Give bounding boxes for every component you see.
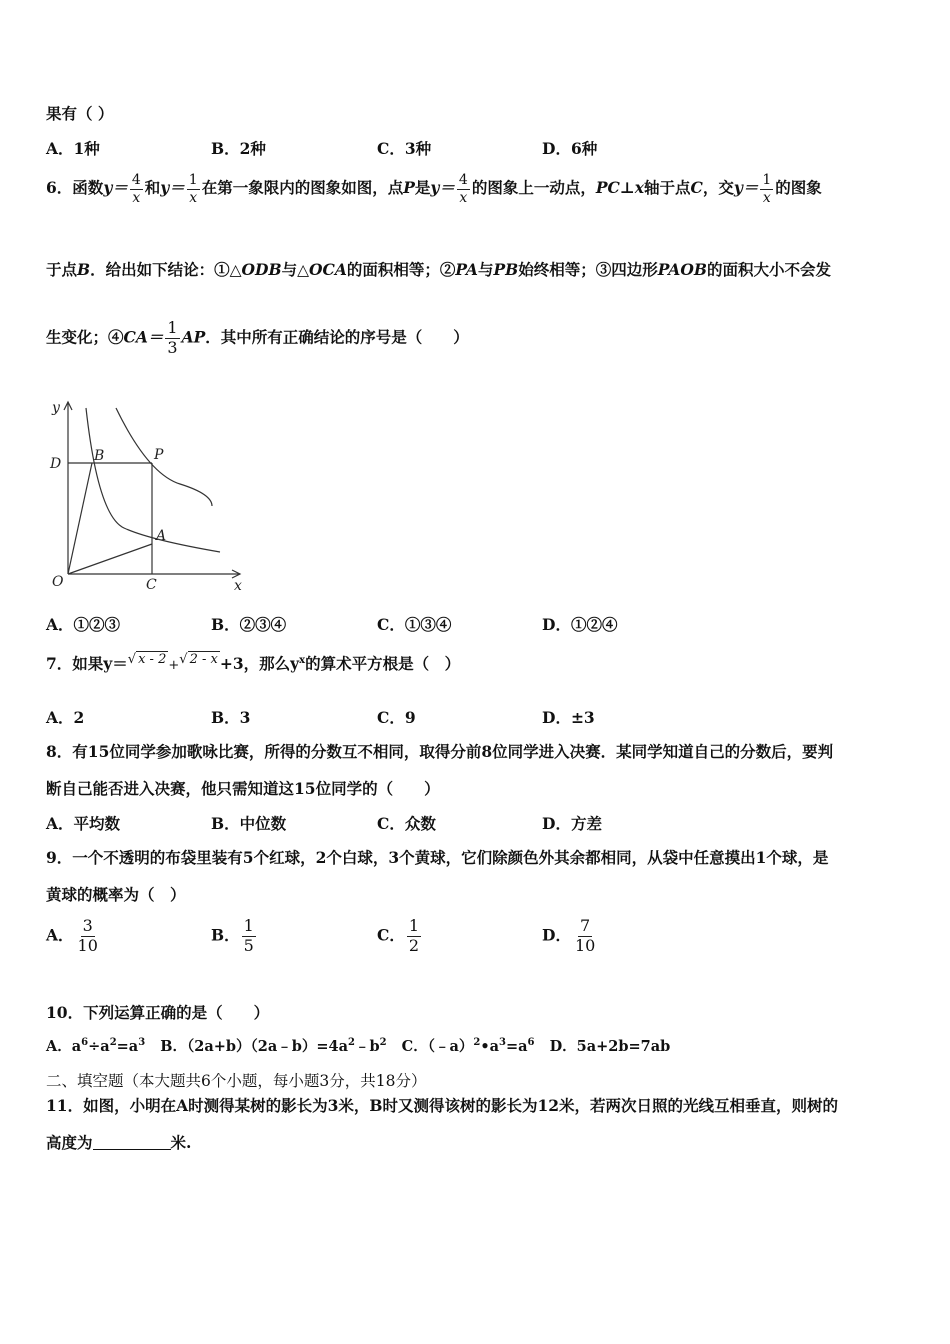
label-O: O [52,574,64,590]
q10-option-c: C．$(﹣a)^2•a^3=a^6$ [401,1037,535,1055]
q8-option-d: D．方差 [542,814,602,833]
q9-option-d: D． $\frac{7}{10}$ [542,916,596,955]
label-C: C [146,577,157,593]
q7-option-c: C．9 [377,708,416,727]
segment-OA [68,544,152,574]
fraction-1-over-x: $\frac{1}{x}$ [188,172,198,206]
sqrt-2-minus-x: √ 2 - x [179,652,218,667]
q8-line1: 8．有15位同学参加歌咏比赛，所得的分数互不相同，取得分前8位同学进入决赛．某同学知道自己的分数后，要判 [46,742,834,761]
label-B: B [94,448,105,464]
label-x: x [234,578,242,594]
answer-blank[interactable] [93,1135,171,1150]
segment-OB [68,463,92,574]
label-A: A [156,528,167,544]
q8-option-a: A．平均数 [46,814,121,833]
q6-option-b: B．②③④ [211,615,287,634]
q9-option-c: C． $\frac{1}{2}$ [377,916,420,955]
q6-option-d: D．①②④ [542,615,618,634]
q5-option-b: B．2种 [211,139,266,158]
q10-options [46,1035,670,1056]
q7-option-a: A．2 [46,708,85,727]
q6-line2: 于点B．给出如下结论：①△ODB与△OCA的面积相等；②PA与PB始终相等；③四边形PAOB的面积大小不会发 [46,260,831,279]
q9-option-a: A． $\frac{3}{10}$ [46,916,98,955]
q8-line2: 断自己能否进入决赛，他只需知道这15位同学的（ ） [46,779,440,798]
label-P: P [154,447,164,463]
q5-option-d: D．6种 [542,139,598,158]
q10-stem: 10．下列运算正确的是（ ） [46,1003,270,1022]
q11-line1: 11．如图，小明在A时测得某树的影长为3米，B时又测得该树的影长为12米，若两次日照的光线互相垂直，则树的 [46,1096,839,1115]
q6-line3: 生变化；④CA＝ $\frac{1}{3}$ AP．其中所有正确结论的序号是（ ） [46,318,469,357]
q10-option-b: B．$(2a+b)(2a﹣b)=4a^2﹣b^2$ [160,1037,387,1055]
q6-function-graph [40,396,250,596]
q9-line1: 9．一个不透明的布袋里装有5个红球，2个白球，3个黄球，它们除颜色外其余都相同，从袋中任意摸出1个球，是 [46,848,829,867]
q7-stem: 7．如果y＝√ x - 2 +√ 2 - x +3，那么$y^x$的算术平方根是（ ） [46,652,461,673]
q7-option-b: B．3 [211,708,251,727]
q6-option-a: A．①②③ [46,615,121,634]
q11-line2: 高度为 米. [46,1133,192,1152]
q6-line1: 6．函数y＝ $\frac{4}{x}$ 和y＝ $\frac{1}{x}$ 在第一象限内的图象如图，点P是y＝ $\frac{4}{x}$ 的图象上一动点，PC⊥x轴于点C，交y＝ $\frac{1}{x}$ 的图象 [46,172,822,206]
q8-option-c: C．众数 [377,814,436,833]
q9-option-b: B． $\frac{1}{5}$ [211,916,254,955]
curve-1-over-x [86,408,220,552]
q10-option-d: D．5a+2b=7ab [549,1038,671,1055]
q5-option-c: C．3种 [377,139,432,158]
section-2-title: 二、填空题（本大题共6个小题，每小题3分，共18分） [46,1072,427,1090]
curve-4-over-x [116,408,212,506]
label-D: D [50,456,62,472]
q8-option-b: B．中位数 [211,814,287,833]
q7-option-d: D．±3 [542,708,595,727]
q5-stem-tail: 果有（ ） [46,104,114,123]
q10-option-a: A．$a^6\div a^2=a^3$ [46,1037,146,1055]
q5-option-a: A．1种 [46,139,100,158]
fraction-4-over-x: $\frac{4}{x}$ [131,172,141,206]
fraction-1-over-3: $\frac{1}{3}$ [167,318,178,357]
q6-option-c: C．①③④ [377,615,452,634]
q9-line2: 黄球的概率为（ ） [46,885,186,904]
sqrt-x-minus-2: √ x - 2 [127,652,167,667]
label-y: y [52,400,60,416]
